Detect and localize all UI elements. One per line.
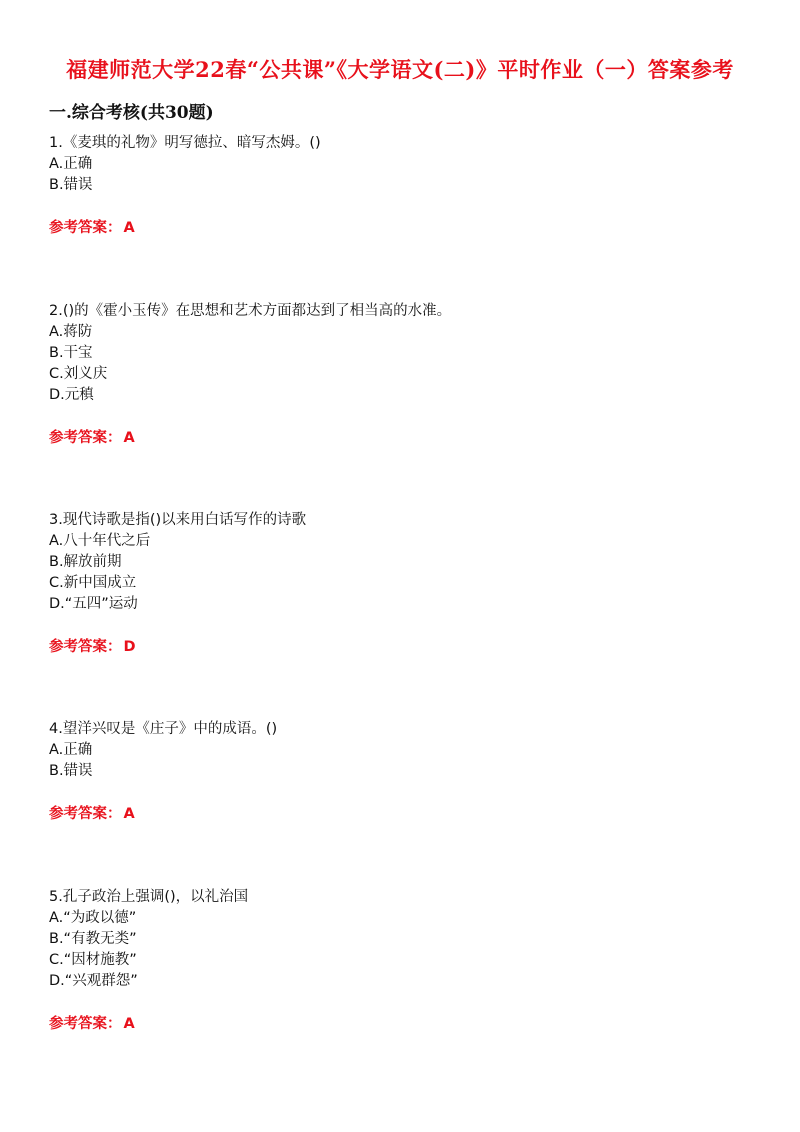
option-a: A.八十年代之后 bbox=[49, 533, 151, 549]
answer-label: 参考答案： bbox=[49, 806, 122, 822]
option-b: B.解放前期 bbox=[49, 554, 122, 570]
option-d: D.“兴观群怨” bbox=[49, 973, 138, 989]
option-d: D.元稹 bbox=[49, 387, 94, 403]
option-b: B.错误 bbox=[49, 763, 93, 779]
option-b: B.错误 bbox=[49, 177, 93, 193]
answer-line bbox=[49, 637, 769, 658]
answer-label: 参考答案： bbox=[49, 639, 122, 655]
option-c: C.“因材施教” bbox=[49, 952, 137, 968]
option-b: B.“有教无类” bbox=[49, 931, 137, 947]
question-3 bbox=[49, 510, 769, 658]
option-c: C.刘义庆 bbox=[49, 366, 108, 382]
answer-line bbox=[49, 804, 769, 825]
question-5 bbox=[49, 887, 769, 1035]
answer-label: 参考答案： bbox=[49, 430, 122, 446]
answer-line bbox=[49, 1014, 769, 1035]
question-1 bbox=[49, 133, 769, 239]
option-a: A.蒋防 bbox=[49, 324, 93, 340]
answer-label: 参考答案： bbox=[49, 220, 122, 236]
question-text: 2.()的《霍小玉传》在思想和艺术方面都达到了相当高的水准。 bbox=[49, 303, 452, 319]
document-title: 福建师范大学22春“公共课”《大学语文(二)》平时作业（一）答案参考 bbox=[66, 57, 734, 82]
option-c: C.新中国成立 bbox=[49, 575, 137, 591]
question-2 bbox=[49, 301, 769, 449]
question-text: 5.孔子政治上强调()，以礼治国 bbox=[49, 889, 249, 905]
answer-line bbox=[49, 218, 769, 239]
question-text: 4.望洋兴叹是《庄子》中的成语。() bbox=[49, 721, 278, 737]
option-a: A.“为政以德” bbox=[49, 910, 137, 926]
answer-value: A bbox=[123, 430, 135, 446]
question-text: 3.现代诗歌是指()以来用白话写作的诗歌 bbox=[49, 512, 307, 528]
answer-value: D bbox=[123, 639, 136, 655]
answer-value: A bbox=[123, 806, 135, 822]
question-text: 1.《麦琪的礼物》明写德拉、暗写杰姆。() bbox=[49, 135, 321, 151]
question-4 bbox=[49, 719, 769, 825]
answer-label: 参考答案： bbox=[49, 1016, 122, 1032]
option-d: D.“五四”运动 bbox=[49, 596, 138, 612]
answer-line bbox=[49, 428, 769, 449]
option-a: A.正确 bbox=[49, 156, 93, 172]
option-a: A.正确 bbox=[49, 742, 93, 758]
option-b: B.干宝 bbox=[49, 345, 93, 361]
section-heading: 一.综合考核(共30题) bbox=[49, 103, 214, 123]
answer-value: A bbox=[123, 220, 135, 236]
answer-value: A bbox=[123, 1016, 135, 1032]
